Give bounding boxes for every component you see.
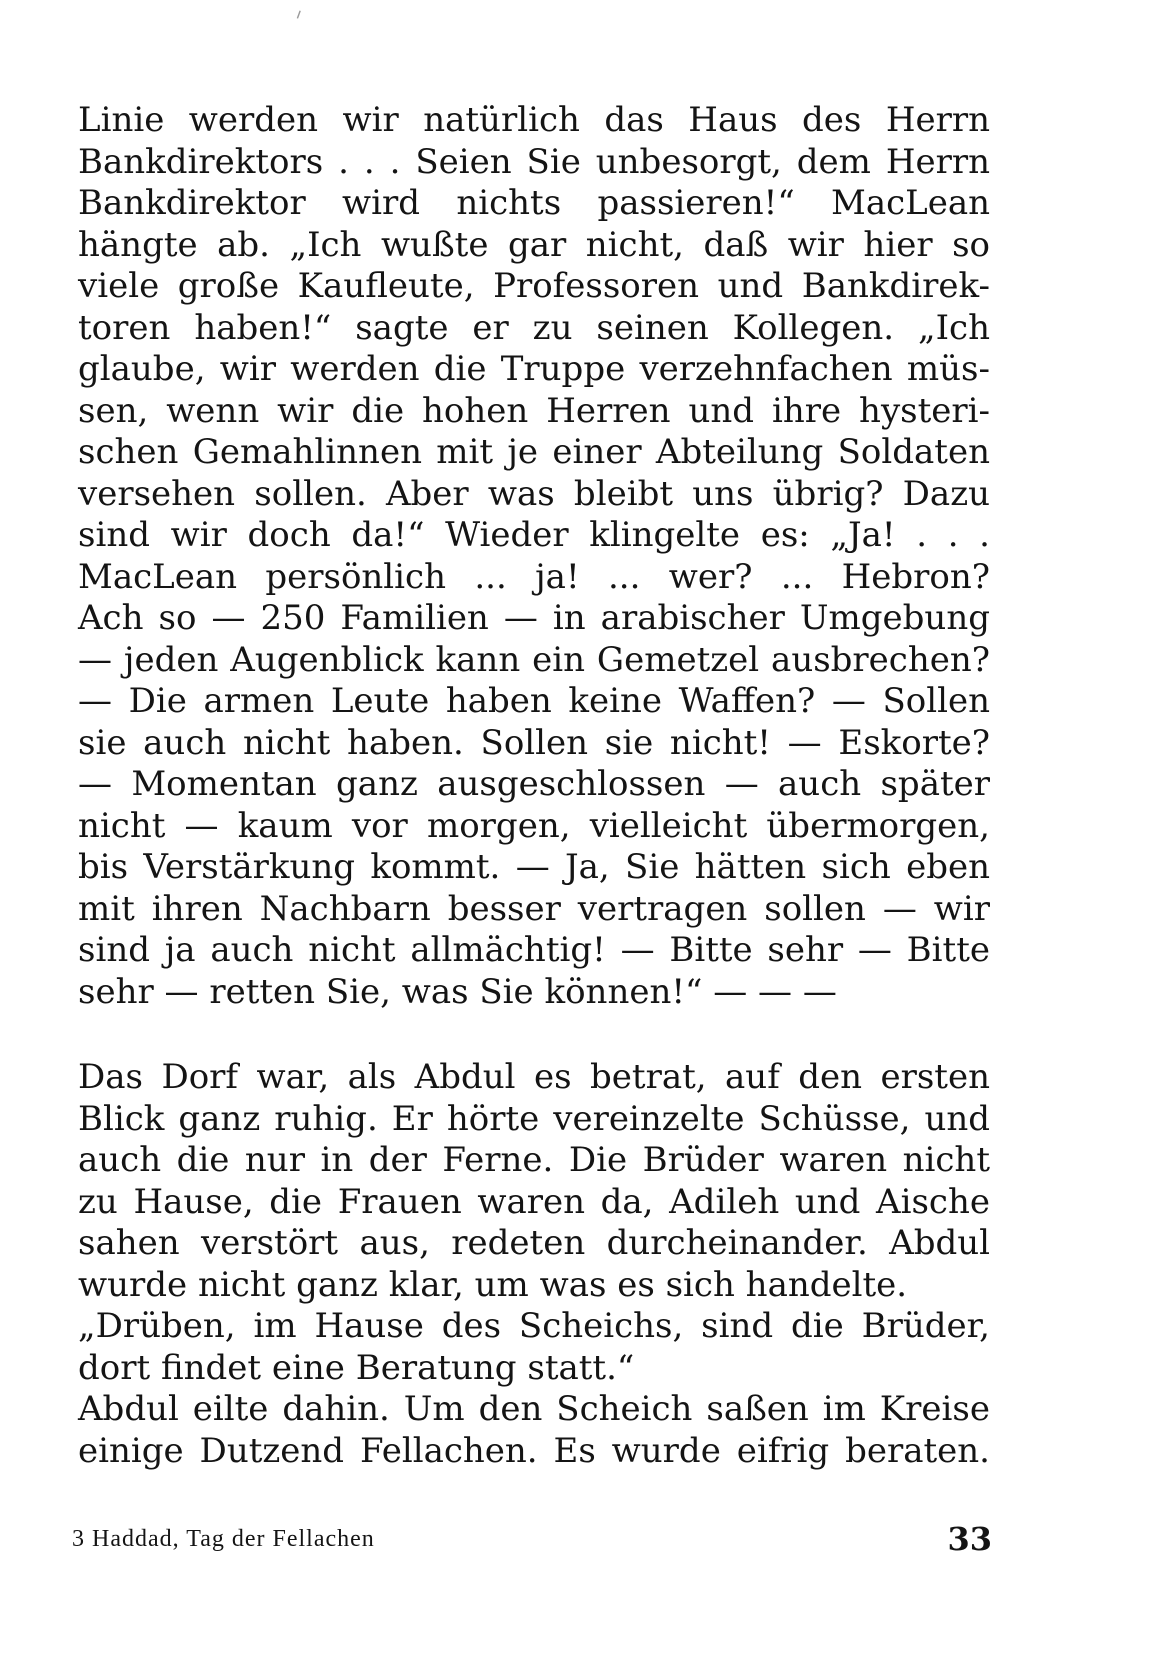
text-line: toren haben!“ sagte er zu seinen Kollegen. „Ich [78,307,990,348]
text-line: Blick ganz ruhig. Er hörte vereinzelte Schüsse, und [78,1098,990,1139]
text-line: Bankdirektor wird nichts passieren!“ MacLean [78,183,990,223]
text-line: zu Hause, die Frauen waren da, Adileh und Aische [78,1181,990,1222]
text-line: sahen verstört aus, redeten durcheinander. Abdul [78,1223,990,1263]
text-line: „Drüben, im Hause des Scheichs, sind die Brüder, [78,1306,990,1346]
text-line: nicht — kaum vor morgen, vielleicht übermorgen, [78,805,990,846]
text-line: sen, wenn wir die hohen Herren und ihre hysteri- [78,390,990,431]
text-line: sie auch nicht haben. Sollen sie nicht! — Eskorte? [78,722,990,763]
text-line: glaube, wir werden die Truppe verzehnfachen müs- [78,349,990,389]
text-line: Abdul eilte dahin. Um den Scheich saßen im Kreise [78,1389,990,1429]
text-line: Linie werden wir natürlich das Haus des Herrn [78,100,990,140]
text-line: — Momentan ganz ausgeschlossen — auch später [78,764,990,804]
signature-mark: 3 Haddad, Tag der Fellachen [72,1526,375,1552]
text-line: — jeden Augenblick kann ein Gemetzel ausbrechen? [78,639,990,680]
text-line: Bankdirektors . . . Seien Sie unbesorgt, dem Herrn [78,141,990,182]
text-line: dort findet eine Beratung statt.“ [78,1347,635,1388]
text-line: mit ihren Nachbarn besser vertragen sollen — wir [78,888,990,929]
text-line: versehen sollen. Aber was bleibt uns übrig? Dazu [78,473,990,514]
text-line: viele große Kaufleute, Professoren und Bankdirek- [78,266,990,306]
paragraph-dialogue [78,100,990,1013]
page-number: 33 [947,1520,992,1558]
text-line: — Die armen Leute haben keine Waffen? — Sollen [78,681,990,721]
text-line: sind wir doch da!“ Wieder klingelte es: „Ja! . . . [78,515,990,555]
text-line: einige Dutzend Fellachen. Es wurde eifrig beraten. [78,1430,990,1471]
text-line: wurde nicht ganz klar, um was es sich handelte. [78,1264,908,1305]
text-line: bis Verstärkung kommt. — Ja, Sie hätten sich eben [78,847,990,887]
pencil-mark: ᐟ [292,5,309,31]
page-footer [72,1520,992,1560]
text-line: schen Gemahlinnen mit je einer Abteilung Soldaten [78,432,990,472]
text-line: hängte ab. „Ich wußte gar nicht, daß wir hier so [78,224,990,265]
text-line: MacLean persönlich ... ja! ... wer? ... Hebron? [78,556,990,597]
text-line: auch die nur in der Ferne. Die Brüder waren nicht [78,1140,990,1180]
text-line: sind ja auch nicht allmächtig! — Bitte sehr — Bitte [78,930,990,970]
text-line: Ach so — 250 Familien — in arabischer Umgebung [78,598,990,638]
text-line: sehr — retten Sie, was Sie können!“ — — — [78,971,837,1012]
paragraph-village [78,1057,990,1472]
text-line: Das Dorf war, als Abdul es betrat, auf den ersten [78,1057,990,1097]
